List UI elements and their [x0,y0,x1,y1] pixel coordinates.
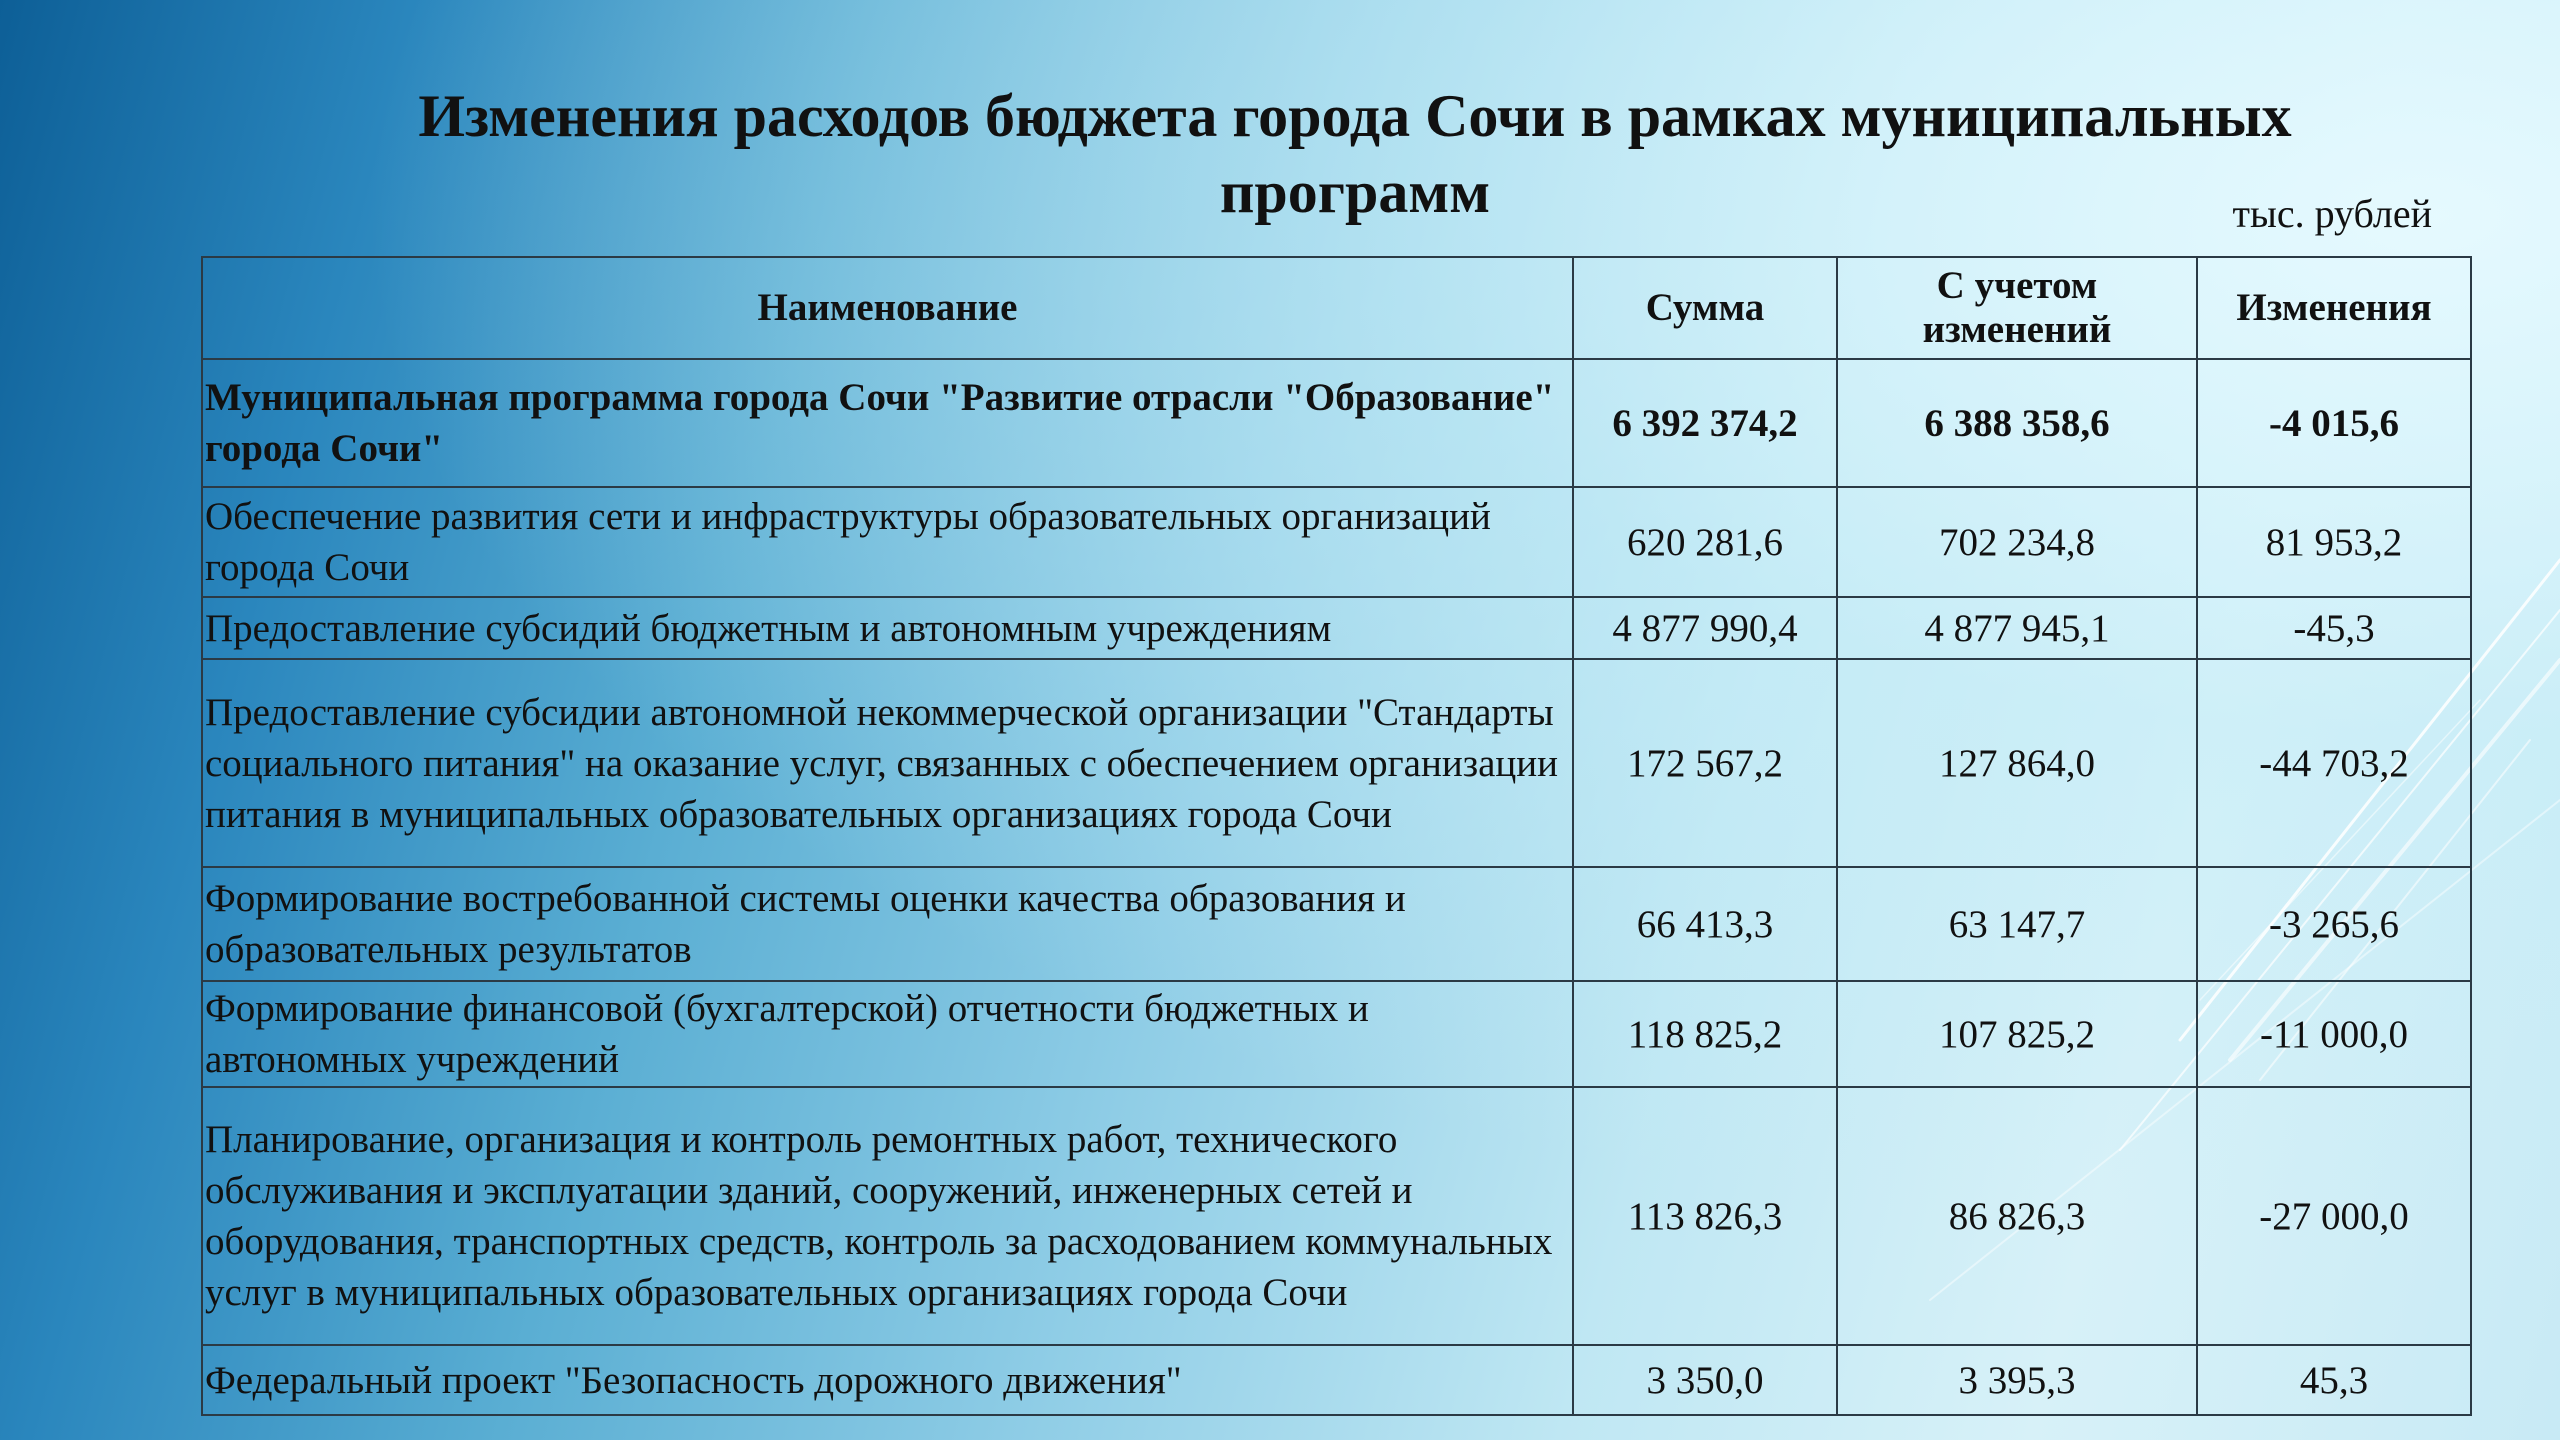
row-adjusted: 4 877 945,1 [1837,597,2197,659]
row-name: Предоставление субсидии автономной некоммерческой организации "Стандарты социального питания" на оказание услуг, связанных с обеспечением организации питания в муниципальных образовательных организациях города Сочи [202,659,1573,867]
row-sum: 113 826,3 [1573,1087,1837,1345]
row-adjusted: 3 395,3 [1837,1345,2197,1415]
row-change: -3 265,6 [2197,867,2471,981]
row-sum: 3 350,0 [1573,1345,1837,1415]
table-row [202,597,2471,659]
table-header-row [202,257,2471,359]
row-adjusted: 127 864,0 [1837,659,2197,867]
table-row [202,659,2471,867]
row-name: Формирование финансовой (бухгалтерской) отчетности бюджетных и автономных учреждений [202,981,1573,1087]
row-adjusted: 63 147,7 [1837,867,2197,981]
column-header-change: Изменения [2197,257,2471,359]
row-adjusted: 6 388 358,6 [1837,359,2197,487]
row-name: Обеспечение развития сети и инфраструктуры образовательных организаций города Сочи [202,487,1573,597]
row-name: Предоставление субсидий бюджетным и автономным учреждениям [202,597,1573,659]
row-change: -11 000,0 [2197,981,2471,1087]
row-name: Муниципальная программа города Сочи "Развитие отрасли "Образование" города Сочи" [202,359,1573,487]
row-change: -44 703,2 [2197,659,2471,867]
row-change: -4 015,6 [2197,359,2471,487]
column-header-name: Наименование [202,257,1573,359]
row-sum: 118 825,2 [1573,981,1837,1087]
row-sum: 172 567,2 [1573,659,1837,867]
row-name: Формирование востребованной системы оценки качества образования и образовательных результатов [202,867,1573,981]
table-row [202,359,2471,487]
row-adjusted: 702 234,8 [1837,487,2197,597]
row-sum: 4 877 990,4 [1573,597,1837,659]
budget-table [201,256,2472,1416]
row-change: 45,3 [2197,1345,2471,1415]
column-header-adjusted: С учетом изменений [1837,257,2197,359]
row-adjusted: 107 825,2 [1837,981,2197,1087]
page-title: Изменения расходов бюджета города Сочи в рамках муниципальных программ [418,83,2292,225]
row-change: 81 953,2 [2197,487,2471,597]
units-label: тыс. рублей [2232,191,2432,236]
row-change: -45,3 [2197,597,2471,659]
table-row [202,1345,2471,1415]
row-sum: 620 281,6 [1573,487,1837,597]
row-sum: 6 392 374,2 [1573,359,1837,487]
table-row [202,487,2471,597]
table-row [202,867,2471,981]
row-name: Планирование, организация и контроль ремонтных работ, технического обслуживания и эксплуатации зданий, сооружений, инженерных сетей и оборудования, транспортных средств, контроль за расходованием коммунальных услуг в муниципальных образовательных организациях города Сочи [202,1087,1573,1345]
table-row [202,981,2471,1087]
row-sum: 66 413,3 [1573,867,1837,981]
row-name: Федеральный проект "Безопасность дорожного движения" [202,1345,1573,1415]
row-adjusted: 86 826,3 [1837,1087,2197,1345]
table-row [202,1087,2471,1345]
row-change: -27 000,0 [2197,1087,2471,1345]
column-header-sum: Сумма [1573,257,1837,359]
